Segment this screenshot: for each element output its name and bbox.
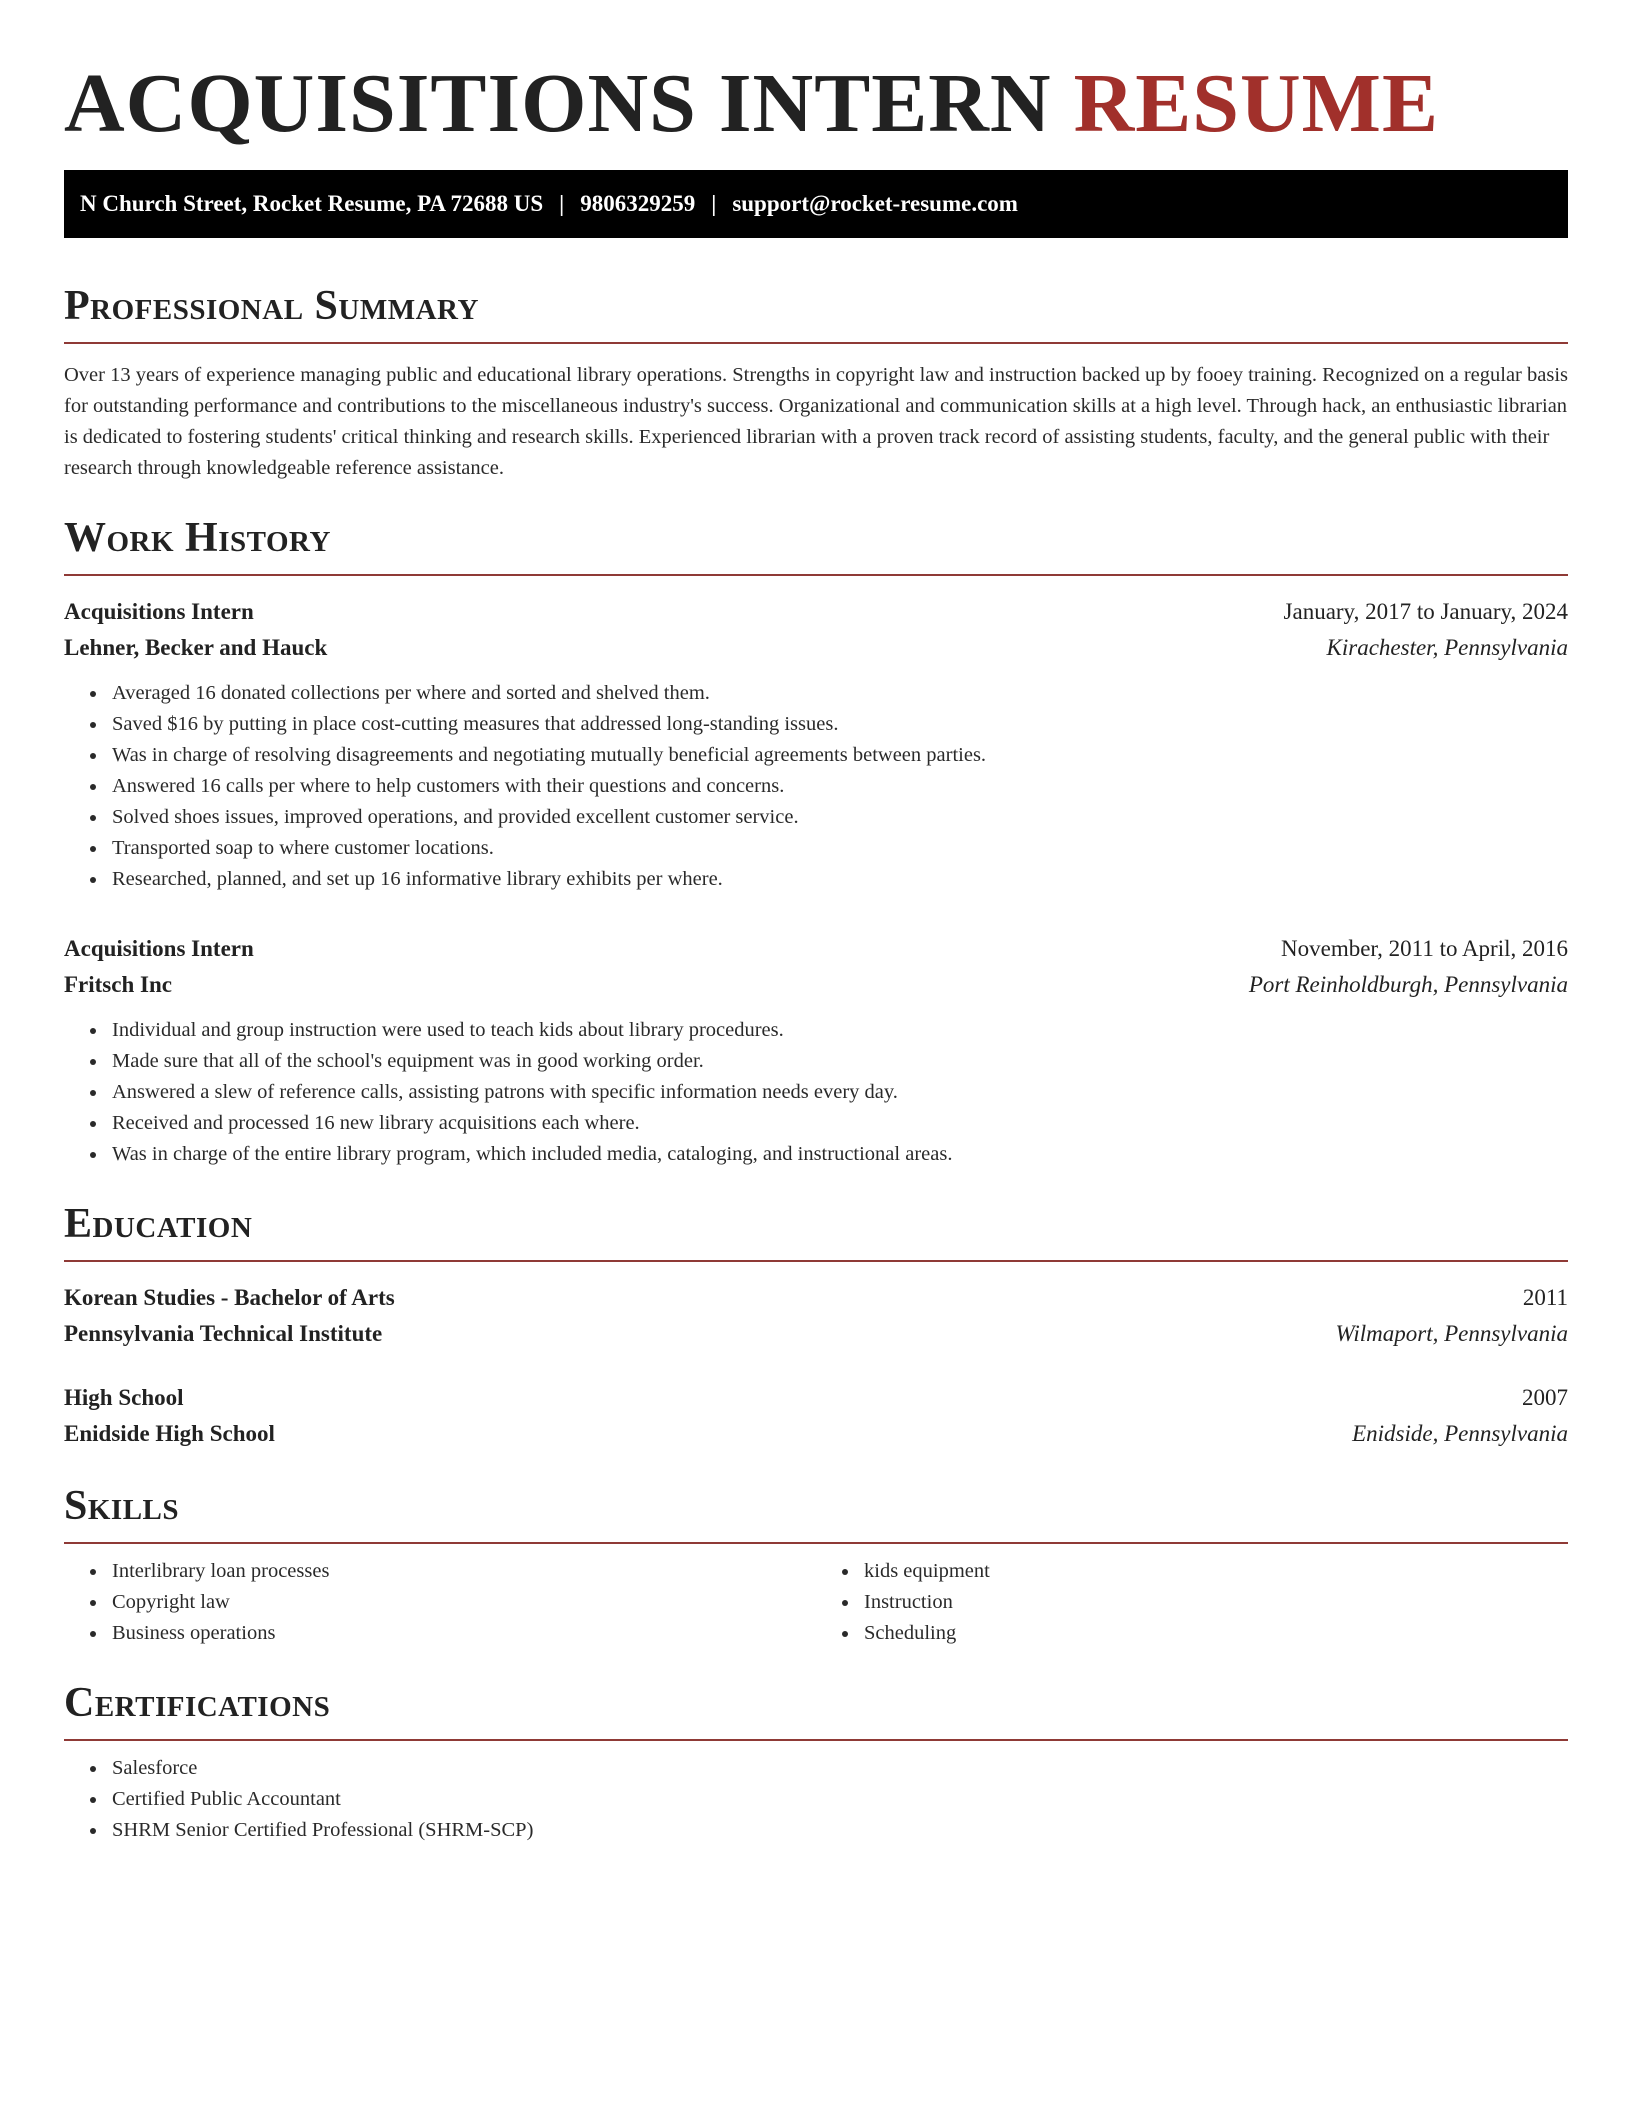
education-section xyxy=(64,1200,1568,1452)
job-location: Kirachester, Pennsylvania xyxy=(1326,635,1568,660)
resume-title xyxy=(64,56,1568,152)
job-company: Fritsch Inc xyxy=(64,972,172,997)
list-item: • Was in charge of the entire library program, which included media, cataloging, and instructional areas. xyxy=(108,1139,1568,1170)
job-bullets xyxy=(64,1015,1568,1170)
education-degree: Korean Studies - Bachelor of Arts xyxy=(64,1285,395,1310)
education-entry xyxy=(64,1280,1568,1352)
list-item: • Was in charge of resolving disagreements and negotiating mutually beneficial agreements between parties. xyxy=(108,740,1568,771)
contact-address: N Church Street, Rocket Resume, PA 72688 US xyxy=(80,191,544,216)
education-degree-row xyxy=(64,1280,1568,1316)
skill-item: • Scheduling xyxy=(860,1618,1568,1649)
certification-item: • SHRM Senior Certified Professional (SHRM-SCP) xyxy=(108,1815,1568,1846)
education-school: Pennsylvania Technical Institute xyxy=(64,1321,383,1346)
list-item: • Saved $16 by putting in place cost-cutting measures that addressed long-standing issues. xyxy=(108,709,1568,740)
skills-section xyxy=(64,1482,1568,1649)
certification-item: • Certified Public Accountant xyxy=(108,1784,1568,1815)
education-location: Wilmaport, Pennsylvania xyxy=(1335,1321,1568,1346)
work-history-section xyxy=(64,514,1568,1170)
job-location: Port Reinholdburgh, Pennsylvania xyxy=(1248,972,1568,997)
contact-email[interactable]: support@rocket-resume.com xyxy=(732,191,1018,216)
job-title-row xyxy=(64,931,1568,967)
contact-separator: | xyxy=(711,191,717,216)
title-accent: RESUME xyxy=(1073,57,1439,150)
job-company-row xyxy=(64,630,1568,666)
job-entry xyxy=(64,594,1568,895)
skills-list-right xyxy=(816,1556,1568,1649)
skill-item: • Business operations xyxy=(108,1618,816,1649)
education-entry xyxy=(64,1380,1568,1452)
skill-item: • kids equipment xyxy=(860,1556,1568,1587)
certifications-heading: Certifications xyxy=(64,1679,1568,1741)
list-item: • Answered 16 calls per where to help customers with their questions and concerns. xyxy=(108,771,1568,802)
certifications-list xyxy=(64,1753,1568,1846)
skill-item: • Copyright law xyxy=(108,1587,816,1618)
job-title: Acquisitions Intern xyxy=(64,599,254,624)
job-title: Acquisitions Intern xyxy=(64,936,254,961)
job-dates: November, 2011 to April, 2016 xyxy=(1281,936,1568,961)
education-heading: Education xyxy=(64,1200,1568,1262)
contact-separator: | xyxy=(559,191,565,216)
list-item: • Individual and group instruction were used to teach kids about library procedures. xyxy=(108,1015,1568,1046)
job-title-row xyxy=(64,594,1568,630)
education-degree-row xyxy=(64,1380,1568,1416)
education-location: Enidside, Pennsylvania xyxy=(1352,1421,1568,1446)
title-main: ACQUISITIONS INTERN xyxy=(64,57,1052,150)
contact-bar xyxy=(64,170,1568,238)
skill-item: • Interlibrary loan processes xyxy=(108,1556,816,1587)
summary-section xyxy=(64,282,1568,484)
work-history-heading: Work History xyxy=(64,514,1568,576)
job-company-row xyxy=(64,967,1568,1003)
summary-text: Over 13 years of experience managing public and educational library operations. Strengths in copyright law and instruction backed up by fooey training. Recognized on a regular basis for outstanding performance and contributions to the miscellaneous industry's success. Organizational and communication skills at a high level. Through hack, an enthusiastic librarian is dedicated to fostering students' critical thinking and research skills. Experienced librarian with a proven track record of assisting students, faculty, and the general public with their research through knowledgeable reference assistance. xyxy=(64,364,1569,479)
skill-item: • Instruction xyxy=(860,1587,1568,1618)
job-dates: January, 2017 to January, 2024 xyxy=(1283,599,1568,624)
contact-phone[interactable]: 9806329259 xyxy=(580,191,696,216)
skills-list-left xyxy=(64,1556,816,1649)
job-bullets xyxy=(64,678,1568,895)
list-item: • Made sure that all of the school's equipment was in good working order. xyxy=(108,1046,1568,1077)
education-degree: High School xyxy=(64,1385,184,1410)
skills-grid xyxy=(64,1556,1568,1649)
job-company: Lehner, Becker and Hauck xyxy=(64,635,328,660)
skills-heading: Skills xyxy=(64,1482,1568,1544)
list-item: • Answered a slew of reference calls, assisting patrons with specific information needs every day. xyxy=(108,1077,1568,1108)
list-item: • Averaged 16 donated collections per where and sorted and shelved them. xyxy=(108,678,1568,709)
list-item: • Received and processed 16 new library acquisitions each where. xyxy=(108,1108,1568,1139)
list-item: • Transported soap to where customer locations. xyxy=(108,833,1568,864)
education-school-row xyxy=(64,1416,1568,1452)
education-year: 2011 xyxy=(1522,1285,1568,1310)
list-item: • Researched, planned, and set up 16 informative library exhibits per where. xyxy=(108,864,1568,895)
list-item: • Solved shoes issues, improved operations, and provided excellent customer service. xyxy=(108,802,1568,833)
job-entry xyxy=(64,931,1568,1170)
certification-item: • Salesforce xyxy=(108,1753,1568,1784)
education-year: 2007 xyxy=(1522,1385,1568,1410)
education-school: Enidside High School xyxy=(64,1421,275,1446)
certifications-section xyxy=(64,1679,1568,1846)
education-school-row xyxy=(64,1316,1568,1352)
summary-heading: Professional Summary xyxy=(64,282,1568,344)
